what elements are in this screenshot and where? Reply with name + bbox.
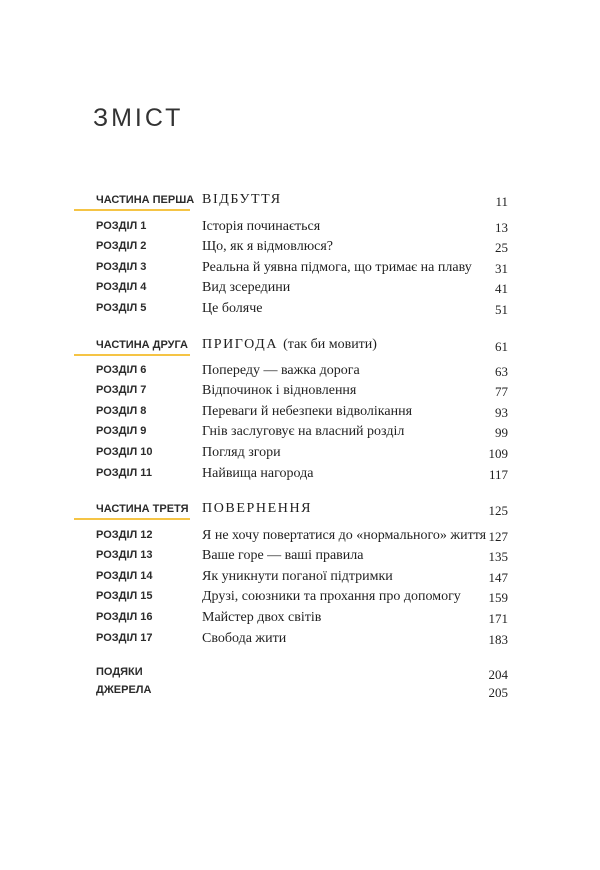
- part-underline-1: [74, 209, 190, 211]
- chapter-page: 147: [488, 570, 508, 585]
- chapter-page: 127: [488, 529, 508, 544]
- chapter-title: Переваги й небезпеки відволікання: [202, 404, 413, 419]
- chapter-label: РОЗДІЛ 4: [96, 281, 147, 293]
- part-title-2: [202, 337, 377, 353]
- chapter-title: Друзі, союзники та прохання про допомогу: [202, 589, 461, 604]
- part-underline-3: [74, 518, 190, 520]
- chapter-label: РОЗДІЛ 15: [96, 590, 153, 602]
- chapter-page: 183: [488, 632, 508, 647]
- chapter-page: 25: [495, 240, 508, 255]
- chapter-label: РОЗДІЛ 17: [96, 632, 153, 644]
- part-page-2: 61: [495, 339, 508, 354]
- chapter-label: РОЗДІЛ 6: [96, 364, 147, 376]
- part-label-2: ЧАСТИНА ДРУГА: [96, 339, 188, 351]
- chapter-page: 93: [495, 405, 508, 420]
- chapter-label: РОЗДІЛ 12: [96, 529, 153, 541]
- chapter-title: Вид зсередини: [202, 280, 291, 295]
- part-title-3: ПОВЕРНЕННЯ: [202, 501, 313, 516]
- chapter-title: Ваше горе — ваші правила: [202, 548, 364, 563]
- chapter-page: 41: [495, 281, 508, 296]
- chapter-label: РОЗДІЛ 13: [96, 549, 153, 561]
- backmatter-acknowledgements: ПОДЯКИ: [96, 666, 143, 678]
- chapter-label: РОЗДІЛ 1: [96, 220, 147, 232]
- chapter-label: РОЗДІЛ 11: [96, 467, 152, 479]
- part-title-1: ВІДБУТТЯ: [202, 192, 282, 207]
- chapter-label: РОЗДІЛ 8: [96, 405, 147, 417]
- chapter-title: Реальна й уявна підмога, що тримає на плаву: [202, 260, 472, 275]
- backmatter-page: 205: [488, 685, 508, 700]
- page-title: ЗМІСТ: [93, 104, 184, 132]
- chapter-page: 51: [495, 302, 508, 317]
- chapter-page: 99: [495, 425, 508, 440]
- chapter-page: 171: [488, 611, 508, 626]
- chapter-title: Погляд згори: [202, 445, 281, 460]
- part-title-main: ПРИГОДА: [202, 337, 279, 352]
- chapter-title: Майстер двох світів: [202, 610, 322, 625]
- chapter-label: РОЗДІЛ 3: [96, 261, 147, 273]
- part-page-1: 11: [495, 194, 508, 209]
- part-title-suffix: (так би мовити): [283, 337, 377, 352]
- chapter-label: РОЗДІЛ 10: [96, 446, 153, 458]
- chapter-page: 109: [488, 446, 508, 461]
- part-underline-2: [74, 354, 190, 356]
- chapter-title: Гнів заслуговує на власний розділ: [202, 424, 405, 439]
- chapter-page: 77: [495, 384, 508, 399]
- chapter-label: РОЗДІЛ 9: [96, 425, 147, 437]
- chapter-label: РОЗДІЛ 5: [96, 302, 147, 314]
- backmatter-sources: ДЖЕРЕЛА: [96, 684, 152, 696]
- part-label-1: ЧАСТИНА ПЕРША: [96, 194, 195, 206]
- backmatter-page: 204: [488, 667, 508, 682]
- part-label-3: ЧАСТИНА ТРЕТЯ: [96, 503, 189, 515]
- chapter-title: Найвища нагорода: [202, 466, 314, 481]
- chapter-label: РОЗДІЛ 7: [96, 384, 147, 396]
- chapter-title: Що, як я відмовлюся?: [202, 239, 334, 254]
- part-page-3: 125: [488, 503, 508, 518]
- chapter-title: Це боляче: [202, 301, 263, 316]
- chapter-title: Попереду — важка дорога: [202, 363, 360, 378]
- chapter-title: Історія починається: [202, 219, 321, 234]
- chapter-title: Відпочинок і відновлення: [202, 383, 357, 398]
- chapter-label: РОЗДІЛ 14: [96, 570, 153, 582]
- chapter-page: 117: [488, 467, 508, 482]
- chapter-title: Я не хочу повертатися до «нормального» життя: [202, 528, 487, 543]
- chapter-title: Свобода жити: [202, 631, 287, 646]
- chapter-page: 13: [495, 220, 508, 235]
- chapter-page: 31: [495, 261, 508, 276]
- chapter-label: РОЗДІЛ 2: [96, 240, 147, 252]
- chapter-title: Як уникнути поганої підтримки: [202, 569, 393, 584]
- chapter-page: 135: [488, 549, 508, 564]
- chapter-label: РОЗДІЛ 16: [96, 611, 153, 623]
- chapter-page: 63: [495, 364, 508, 379]
- chapter-page: 159: [488, 590, 508, 605]
